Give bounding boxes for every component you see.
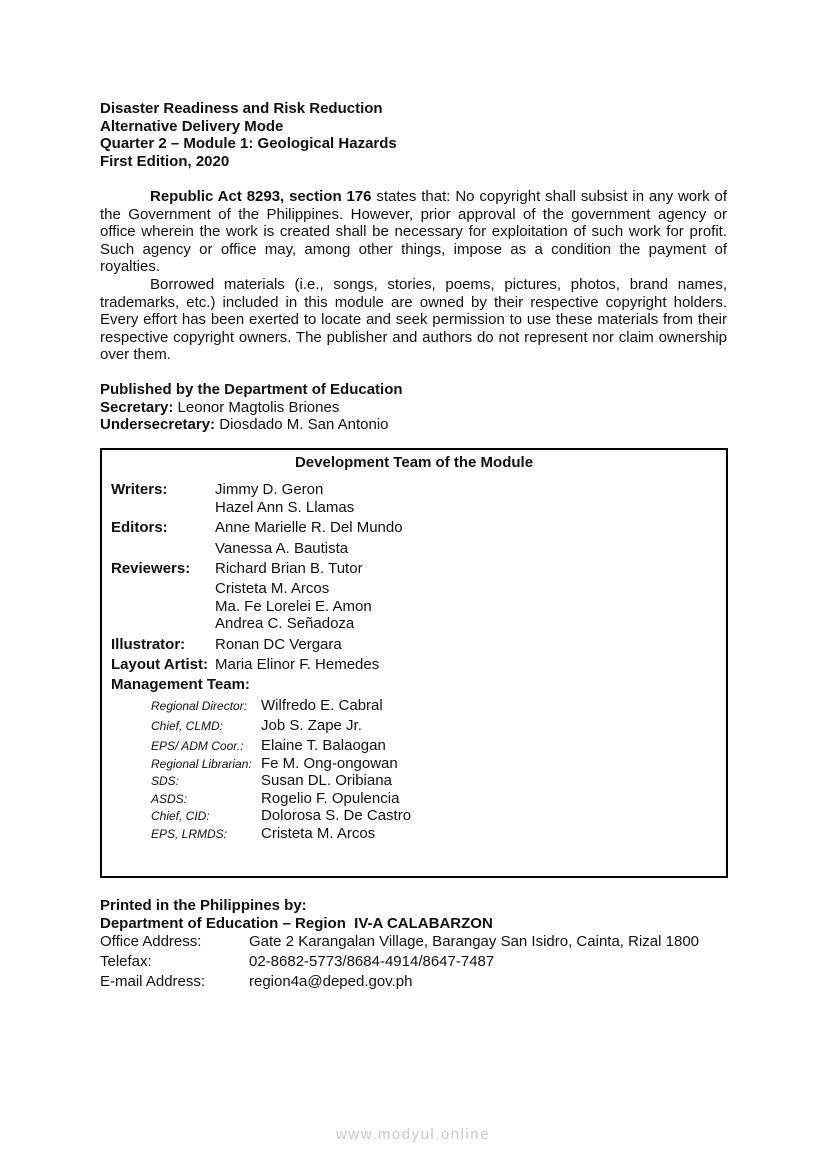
- reviewer-name: Cristeta M. Arcos: [215, 580, 330, 597]
- office-address-value: Gate 2 Karangalan Village, Barangay San Isidro, Cainta, Rizal 1800: [249, 933, 700, 950]
- management-team-label: Management Team:: [111, 676, 250, 693]
- team-title: Development Team of the Module: [294, 454, 534, 471]
- secretary-label: Secretary:: [100, 399, 174, 416]
- ra-reference: Republic Act 8293, section 176: [150, 188, 372, 205]
- reviewer-name: Ma. Fe Lorelei E. Amon: [215, 598, 372, 615]
- email-label: E-mail Address:: [100, 973, 206, 990]
- ra-text: states that: No copyright shall subsist in any work of the Government of the Philippines. However, prior approval of the government agency or office wherein the work is created shall be necessary for exploitation of such work for profit. Such agency or office may, among other things, impose as a condition the payment of royalties.: [100, 188, 728, 275]
- management-role: Regional Librarian:: [151, 757, 252, 771]
- layout-artist-label: Layout Artist:: [111, 656, 208, 673]
- email-value: region4a@deped.gov.ph: [249, 973, 413, 990]
- secretary-line: [100, 399, 339, 417]
- layout-artist-name: Maria Elinor F. Hemedes: [215, 656, 380, 673]
- management-role: ASDS:: [151, 792, 188, 806]
- management-role: EPS/ ADM Coor.:: [151, 739, 244, 753]
- management-role: SDS:: [151, 774, 180, 788]
- editor-name: Anne Marielle R. Del Mundo: [215, 519, 403, 536]
- module-title: Quarter 2 – Module 1: Geological Hazards: [100, 135, 397, 152]
- management-name: Cristeta M. Arcos: [261, 825, 376, 842]
- secretary-name: Leonor Magtolis Briones: [173, 399, 340, 416]
- telefax-label: Telefax:: [100, 953, 152, 970]
- undersecretary-line: [100, 416, 389, 434]
- editor-name: Vanessa A. Bautista: [215, 540, 349, 557]
- borrowed-paragraph: [100, 276, 727, 364]
- printed-by: Printed in the Philippines by:: [100, 897, 307, 914]
- editors-label: Editors:: [111, 519, 168, 536]
- illustrator-name: Ronan DC Vergara: [215, 636, 342, 653]
- management-name: Job S. Zape Jr.: [261, 717, 362, 734]
- reviewers-label: Reviewers:: [111, 560, 191, 577]
- management-role: Regional Director:: [151, 699, 248, 713]
- management-role: Chief, CLMD:: [151, 719, 224, 733]
- module-subject: Disaster Readiness and Risk Reduction: [100, 100, 383, 117]
- undersecretary-label: Undersecretary:: [100, 416, 216, 433]
- office-address-label: Office Address:: [100, 933, 202, 950]
- writer-name: Hazel Ann S. Llamas: [215, 499, 355, 516]
- undersecretary-name: Diosdado M. San Antonio: [215, 416, 389, 433]
- management-name: Wilfredo E. Cabral: [261, 697, 383, 714]
- management-name: Dolorosa S. De Castro: [261, 807, 412, 824]
- edition: First Edition, 2020: [100, 153, 230, 170]
- management-name: Rogelio F. Opulencia: [261, 790, 400, 807]
- management-name: Fe M. Ong-ongowan: [261, 755, 398, 772]
- management-name: Susan DL. Oribiana: [261, 772, 392, 789]
- management-role: EPS, LRMDS:: [151, 827, 228, 841]
- site-watermark: www.modyul.online: [336, 1126, 490, 1143]
- management-name: Elaine T. Balaogan: [261, 737, 386, 754]
- borrowed-text: Borrowed materials (i.e., songs, stories, poems, pictures, photos, brand names, trademarks, etc.) included in this module are owned by their respective copyright holders. Every effort has been exerted to locate and seek permission to use these materials from their respective copyright owners. The publisher and authors do not represent nor claim ownership over them.: [100, 276, 727, 363]
- management-role: Chief, CID:: [151, 809, 210, 823]
- reviewer-name: Andrea C. Señadoza: [215, 615, 355, 632]
- published-by: Published by the Department of Education: [100, 381, 403, 398]
- delivery-mode: Alternative Delivery Mode: [100, 118, 284, 135]
- writer-name: Jimmy D. Geron: [215, 481, 324, 498]
- printer-name: Department of Education – Region IV-A CALABARZON: [100, 915, 493, 932]
- telefax-value: 02-8682-5773/8684-4914/8647-7487: [249, 953, 495, 970]
- illustrator-label: Illustrator:: [111, 636, 186, 653]
- writers-label: Writers:: [111, 481, 168, 498]
- reviewer-name: Richard Brian B. Tutor: [215, 560, 363, 577]
- copyright-paragraph: [100, 188, 727, 276]
